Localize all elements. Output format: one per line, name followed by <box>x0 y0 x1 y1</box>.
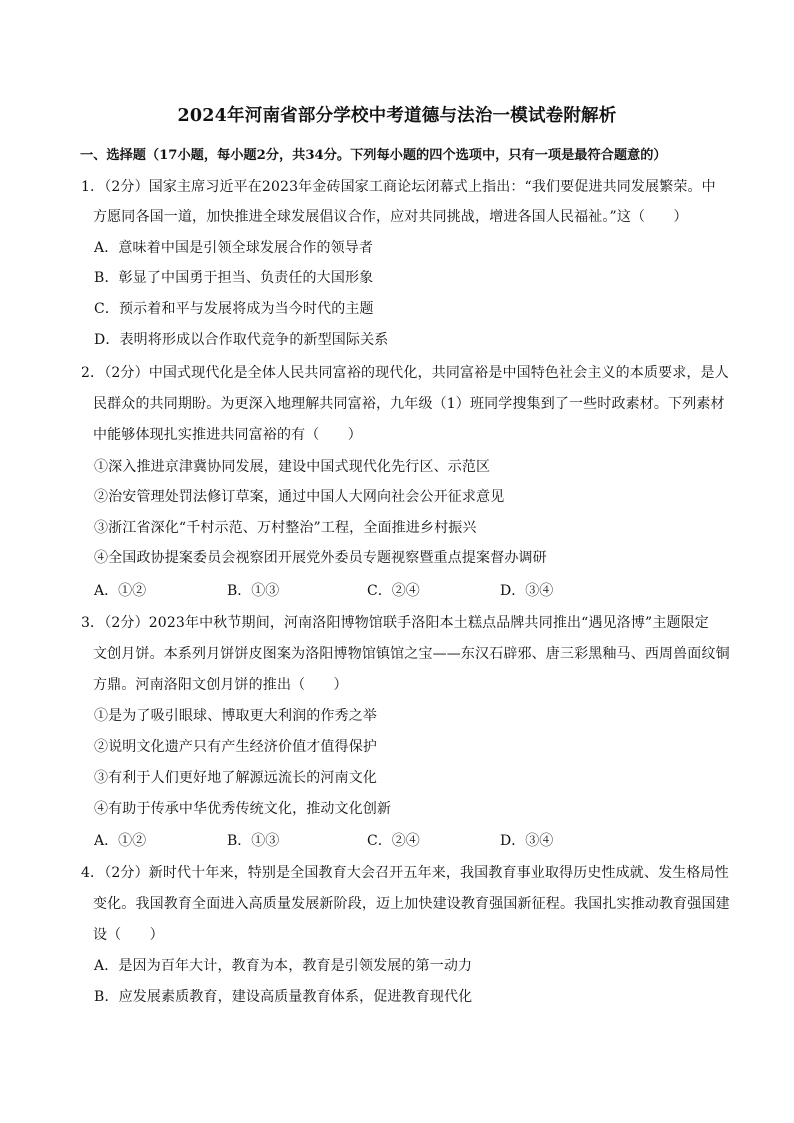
q3-item-1: ①是为了吸引眼球、博取更大利润的作秀之举 <box>94 708 377 724</box>
q2-item-1: ①深入推进京津冀协同发展，建设中国式现代化先行区、示范区 <box>94 459 491 475</box>
q2-item-3: ③浙江省深化“千村示范、万村整治”工程，全面推进乡村振兴 <box>94 520 477 536</box>
q4-stem-line-3: 设（ ） <box>93 927 164 943</box>
q3-stem-line-1: 3．（2分）2023年中秋节期间，河南洛阳博物馆联手洛阳本土糕点品牌共同推出“遇见洛博”主题限定 <box>81 615 709 631</box>
q3-item-3: ③有利于人们更好地了解源远流长的河南文化 <box>94 770 377 786</box>
q2-choice-b[interactable]: B．①③ <box>227 583 280 599</box>
q1-stem-line-2: 方愿同各国一道，加快推进全球发展倡议合作，应对共同挑战，增进各国人民福祉。”这（ ） <box>93 209 688 225</box>
exam-title: 2024年河南省部分学校中考道德与法治一模试卷附解析 <box>177 106 617 126</box>
q3-item-4: ④有助于传承中华优秀传统文化，推动文化创新 <box>94 801 392 817</box>
q1-stem-line-1: 1．（2分）国家主席习近平在2023年金砖国家工商论坛闭幕式上指出：“我们要促进共同发展繁荣。中 <box>81 179 716 195</box>
q4-stem-line-2: 变化。我国教育全面进入高质量发展新阶段，迈上加快建设教育强国新征程。我国扎实推动教育强国建 <box>93 896 730 912</box>
q3-choice-b[interactable]: B．①③ <box>227 833 280 849</box>
q2-item-4: ④全国政协提案委员会视察团开展党外委员专题视察暨重点提案督办调研 <box>94 550 547 566</box>
q3-item-2: ②说明文化遗产只有产生经济价值才值得保护 <box>94 739 377 755</box>
q1-option-b[interactable]: B．彰显了中国勇于担当、负责任的大国形象 <box>94 270 374 286</box>
q3-stem-line-3: 方鼎。河南洛阳文创月饼的推出（ ） <box>93 677 348 693</box>
q1-option-c[interactable]: C．预示着和平与发展将成为当今时代的主题 <box>94 301 374 317</box>
q4-stem-line-1: 4．（2分）新时代十年来，特别是全国教育大会召开五年来，我国教育事业取得历史性成就、发生格局性 <box>81 865 729 881</box>
q2-stem-line-1: 2．（2分）中国式现代化是全体人民共同富裕的现代化，共同富裕是中国特色社会主义的本质要求，是人 <box>81 365 729 381</box>
q1-option-a[interactable]: A．意味着中国是引领全球发展合作的领导者 <box>94 240 374 256</box>
section-heading: 一、选择题（17小题，每小题2分，共34分。下列每小题的四个选项中，只有一项是最符合题意的） <box>80 148 667 163</box>
q1-option-d[interactable]: D．表明将形成以合作取代竞争的新型国际关系 <box>94 332 389 348</box>
q3-choice-c[interactable]: C．②④ <box>367 833 420 849</box>
q2-stem-line-3: 中能够体现扎实推进共同富裕的有（ ） <box>93 427 362 443</box>
q4-option-b[interactable]: B．应发展素质教育，建设高质量教育体系，促进教育现代化 <box>94 989 473 1005</box>
q4-option-a[interactable]: A．是因为百年大计，教育为本，教育是引领发展的第一动力 <box>94 958 473 974</box>
q2-choice-c[interactable]: C．②④ <box>367 583 420 599</box>
q3-choice-a[interactable]: A．①② <box>94 833 147 849</box>
q2-stem-line-2: 民群众的共同期盼。为更深入地理解共同富裕，九年级（1）班同学搜集到了一些时政素材。下列素材 <box>93 396 725 412</box>
q2-choice-a[interactable]: A．①② <box>94 583 147 599</box>
q2-choice-d[interactable]: D．③④ <box>500 583 554 599</box>
q2-item-2: ②治安管理处罚法修订草案，通过中国人大网向社会公开征求意见 <box>94 489 505 505</box>
q3-choice-d[interactable]: D．③④ <box>500 833 554 849</box>
q3-stem-line-2: 文创月饼。本系列月饼饼皮图案为洛阳博物馆镇馆之宝——东汉石辟邪、唐三彩黑釉马、西周兽面纹铜 <box>93 646 730 662</box>
